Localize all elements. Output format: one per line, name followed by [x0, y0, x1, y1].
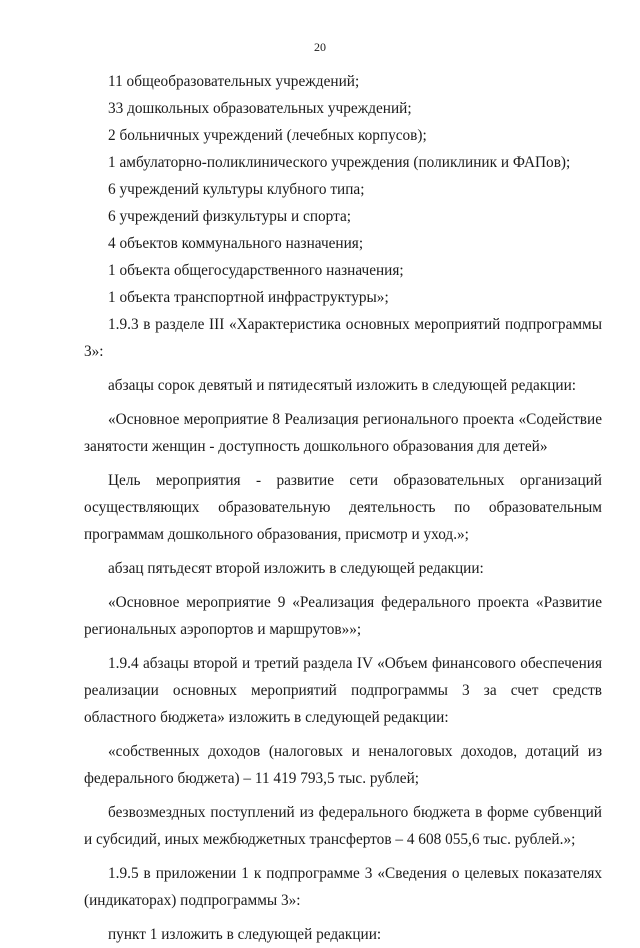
section-1-9-5-paragraph: 1.9.5 в приложении 1 к подпрограмме 3 «Сведения о целевых показателях (индикаторах) подпрограммы 3»: — [84, 865, 602, 909]
list-item: 33 дошкольных образовательных учреждений; — [108, 100, 412, 117]
section-1-9-4-paragraph: 1.9.4 абзацы второй и третий раздела IV «Объем финансового обеспечения реализации основных мероприятий подпрограммы 3 за счет средств областного бюджета» изложить в следующей редакции: — [84, 655, 602, 726]
main-activity-9-paragraph: «Основное мероприятие 9 «Реализация федерального проекта «Развитие региональных аэропортов и маршрутов»»; — [84, 594, 602, 638]
page-number: 20 — [314, 40, 326, 54]
list-item: 2 больничных учреждений (лечебных корпусов); — [108, 127, 427, 144]
list-item: 1 объекта транспортной инфраструктуры»; — [108, 289, 389, 306]
instruction-paragraph: абзац пятьдесят второй изложить в следующей редакции: — [108, 560, 484, 577]
instruction-paragraph: пункт 1 изложить в следующей редакции: — [108, 926, 382, 943]
list-item: 4 объектов коммунального назначения; — [108, 235, 364, 252]
list-item: 11 общеобразовательных учреждений; — [108, 73, 360, 90]
federal-transfers-paragraph: безвозмездных поступлений из федерального бюджета в форме субвенций и субсидий, иных межбюджетных трансфертов – 4 608 055,6 тыс. рублей.»; — [84, 804, 602, 848]
activity-goal-paragraph: Цель мероприятия - развитие сети образовательных организаций осуществляющих образовательную деятельность по образовательным программам дошкольного образования, присмотр и уход.»; — [84, 472, 602, 543]
list-item: 6 учреждений физкультуры и спорта; — [108, 208, 352, 225]
list-item: 1 амбулаторно-поликлинического учреждения (поликлиник и ФАПов); — [108, 154, 571, 171]
main-activity-8-paragraph: «Основное мероприятие 8 Реализация регионального проекта «Содействие занятости женщин - доступность дошкольного образования для детей» — [84, 411, 602, 455]
own-revenue-paragraph: «собственных доходов (налоговых и неналоговых доходов, дотаций из федерального бюджета) – 11 419 793,5 тыс. рублей; — [84, 743, 602, 787]
document-body — [84, 68, 602, 948]
instruction-paragraph: абзацы сорок девятый и пятидесятый изложить в следующей редакции: — [108, 377, 577, 394]
list-item: 6 учреждений культуры клубного типа; — [108, 181, 365, 198]
section-1-9-3-paragraph: 1.9.3 в разделе III «Характеристика основных мероприятий подпрограммы 3»: — [84, 316, 602, 360]
list-item: 1 объекта общегосударственного назначения; — [108, 262, 404, 279]
